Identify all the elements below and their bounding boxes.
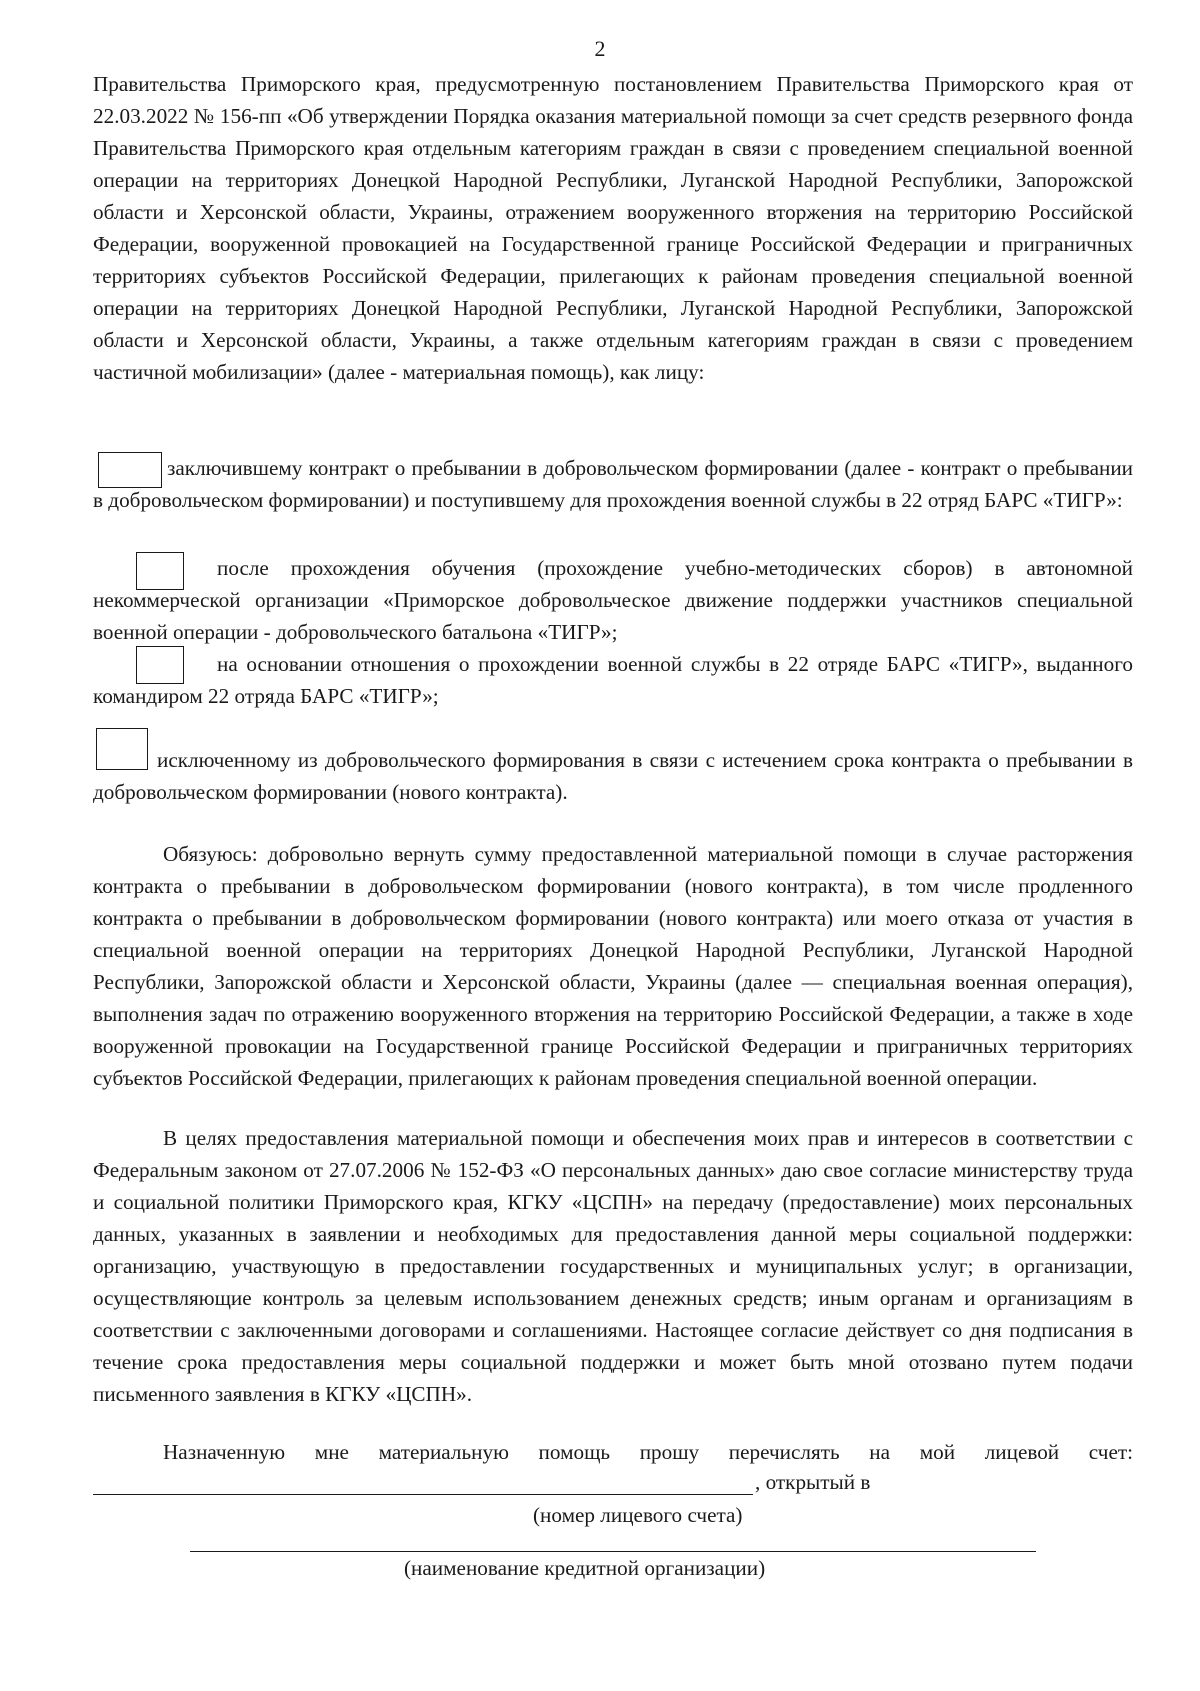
intro-paragraph: Правительства Приморского края, предусмотренную постановлением Правительства Приморского края от 22.03.2022 № 156-пп «Об утверждении Порядка оказания материальной помощи за счет средств резервного фонда Правительства Приморского края отдельным категориям граждан в связи с проведением специальной военной операции на территориях Донецкой Народной Республики, Луганской Народной Республики, Запорожской области и Херсонской области, Украины, отражением вооруженного вторжения на территорию Российской Федерации, вооруженной провокацией на Государственной границе Российской Федерации и приграничных территориях субъектов Российской Федерации, прилегающих к районам проведения специальной военной операции на территориях Донецкой Народной Республики, Луганской Народной Республики, Запорожской области и Херсонской области, Украины, а также отдельным категориям граждан в связи с проведением частичной мобилизации» (далее - материальная помощь), как лицу:	[93, 72, 1133, 384]
bank-name-field[interactable]	[190, 1551, 1036, 1552]
account-row	[93, 1470, 1133, 1500]
option-after-training-text: после прохождения обучения (прохождение учебно-методических сборов) в автономной некоммерческой организации «Приморское добровольческое движение поддержки участников специальной военной операции - добровольческого батальона «ТИГР»;	[93, 556, 1133, 644]
page-number: 2	[594, 36, 606, 61]
assignment-paragraph: Назначенную мне материальную помощь прошу перечислять на мой лицевой счет:	[163, 1440, 1133, 1464]
option-excluded-text: исключенному из добровольческого формирования в связи с истечением срока контракта о пребывании в добровольческом формировании (нового контракта).	[93, 748, 1133, 804]
option-service-relation-text: на основании отношения о прохождении военной службы в 22 отряде БАРС «ТИГР», выданного командиром 22 отряда БАРС «ТИГР»;	[93, 652, 1133, 708]
account-suffix: , открытый в	[755, 1470, 871, 1494]
obligation-paragraph: Обязуюсь: добровольно вернуть сумму предоставленной материальной помощи в случае расторжения контракта о пребывании в добровольческом формировании (нового контракта), в том числе продленного контракта о пребывании в добровольческом формировании (нового контракта) или моего отказа от участия в специальной военной операции на территориях Донецкой Народной Республики, Луганской Народной Республики, Запорожской области и Херсонской области, Украины (далее — специальная военная операция), выполнения задач по отражению вооруженного вторжения на территорию Российской Федерации, а также в ходе вооруженной провокации на Государственной границе Российской Федерации и приграничных территориях субъектов Российской Федерации, прилегающих к районам проведения специальной военной операции.	[93, 842, 1133, 1090]
account-caption: (номер лицевого счета)	[533, 1503, 743, 1527]
bank-caption: (наименование кредитной организации)	[404, 1556, 766, 1580]
option-contract-text: заключившему контракт о пребывании в добровольческом формировании (далее - контракт о пребывании в добровольческом формировании) и поступившему для прохождения военной службы в 22 отряд БАРС «ТИГР»:	[93, 456, 1133, 512]
consent-paragraph: В целях предоставления материальной помощи и обеспечения моих прав и интересов в соответствии с Федеральным законом от 27.07.2006 № 152-ФЗ «О персональных данных» даю свое согласие министерству труда и социальной политики Приморского края, КГКУ «ЦСПН» на передачу (предоставление) моих персональных данных, указанных в заявлении и необходимых для предоставления данной меры социальной поддержки: организацию, участвующую в предоставлении государственных и муниципальных услуг; в организации, осуществляющие контроль за целевым использованием денежных средств; иным органам и организациям в соответствии с заключенными договорами и соглашениями. Настоящее согласие действует со дня подписания в течение срока предоставления меры социальной поддержки и может быть мной отозвано путем подачи письменного заявления в КГКУ «ЦСПН».	[93, 1126, 1133, 1406]
account-number-field[interactable]	[93, 1494, 753, 1495]
